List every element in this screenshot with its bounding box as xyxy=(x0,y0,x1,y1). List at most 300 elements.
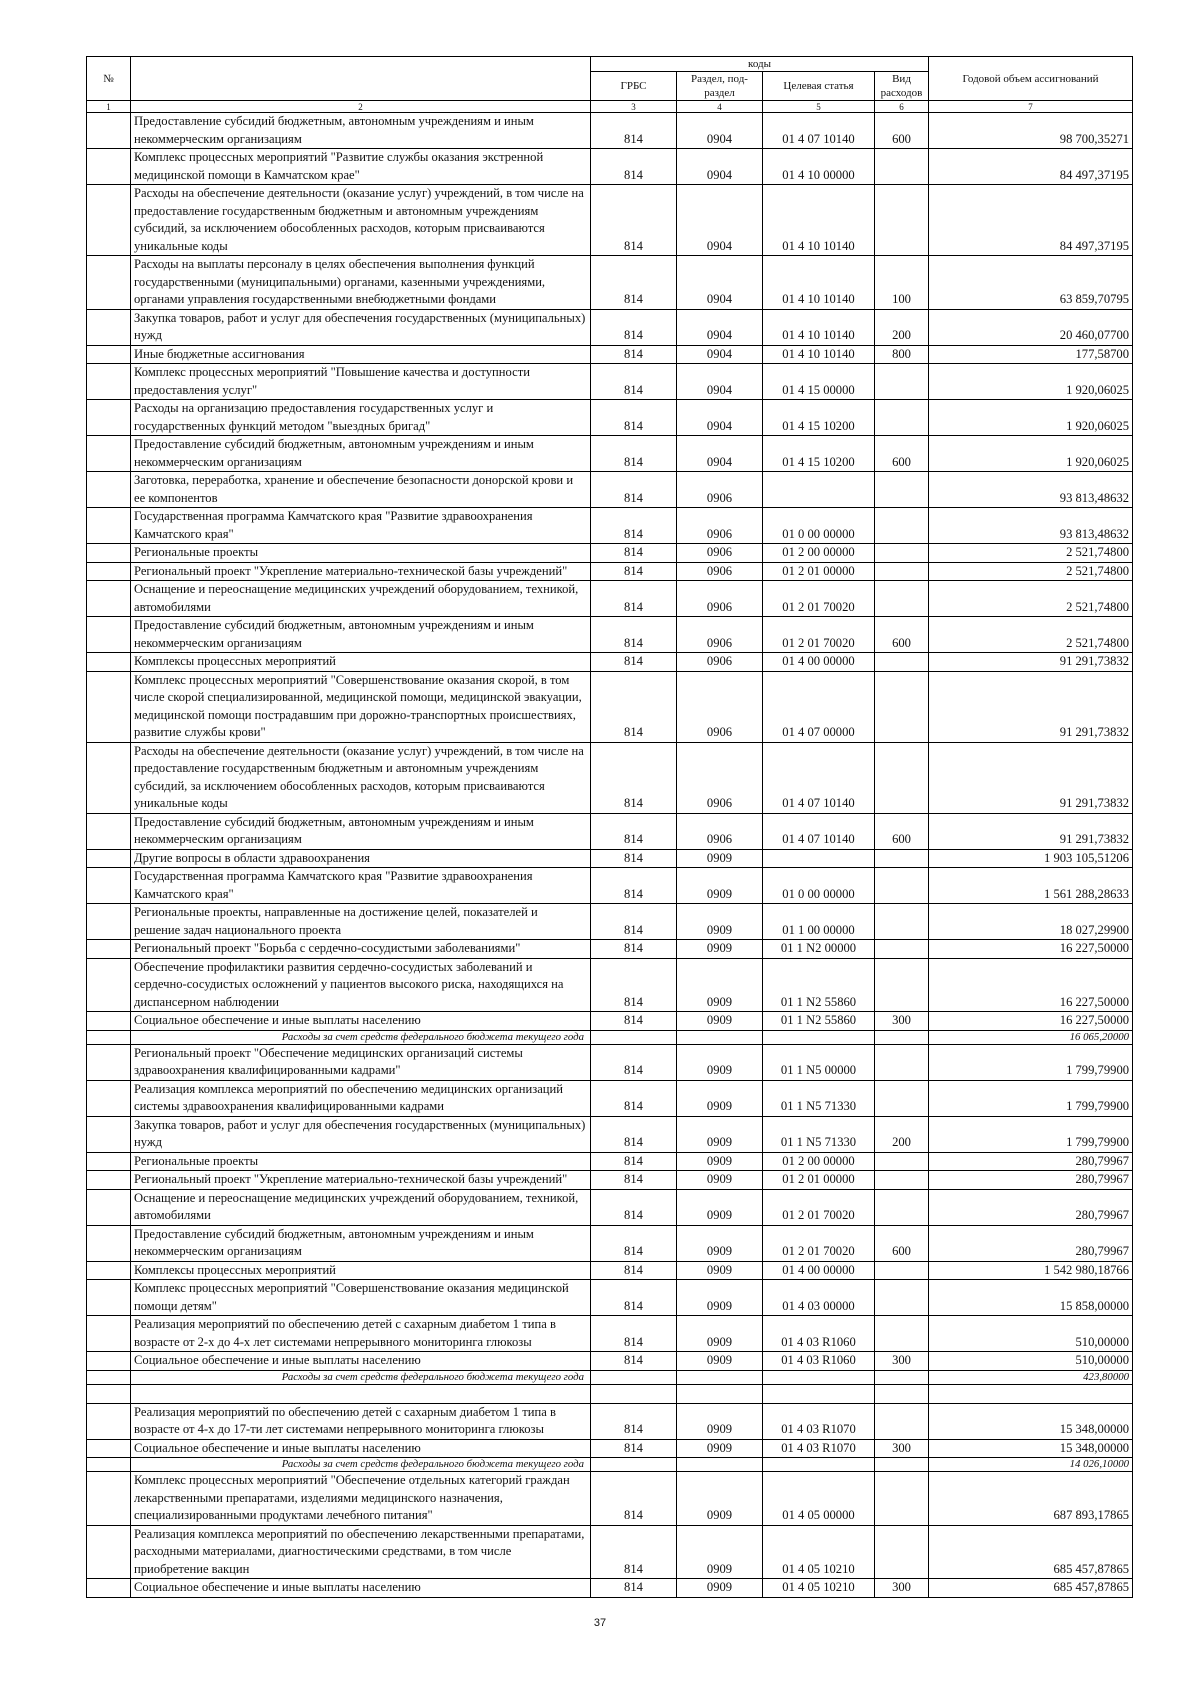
cell-target: 01 2 00 00000 xyxy=(763,544,875,563)
cell-number xyxy=(87,1225,131,1261)
cell-section: 0909 xyxy=(677,1525,763,1579)
cell-type xyxy=(875,849,929,868)
cell-amount: 1 903 105,51206 xyxy=(929,849,1133,868)
table-row xyxy=(87,472,1133,508)
cell-section: 0904 xyxy=(677,364,763,400)
cell-type: 800 xyxy=(875,345,929,364)
cell-section xyxy=(677,1370,763,1384)
cell-target: 01 2 01 70020 xyxy=(763,1225,875,1261)
cell-type xyxy=(875,1525,929,1579)
cell-target: 01 1 N5 00000 xyxy=(763,1044,875,1080)
table-row xyxy=(87,1189,1133,1225)
cell-name: Комплекс процессных мероприятий "Развитие службы оказания экстренной медицинской помощи в Камчатском крае" xyxy=(131,149,591,185)
table-row xyxy=(87,849,1133,868)
cell-grbs: 814 xyxy=(591,1439,677,1458)
cell-grbs xyxy=(591,1384,677,1403)
col-grbs-header: ГРБС xyxy=(591,72,677,101)
cell-amount: 1 542 980,18766 xyxy=(929,1261,1133,1280)
col-number-header: № xyxy=(87,57,131,101)
cell-target: 01 2 01 70020 xyxy=(763,581,875,617)
cell-grbs: 814 xyxy=(591,1525,677,1579)
cell-type xyxy=(875,1171,929,1190)
cell-amount: 1 561 288,28633 xyxy=(929,868,1133,904)
cell-target xyxy=(763,1458,875,1472)
cell-section: 0909 xyxy=(677,1261,763,1280)
cell-section: 0906 xyxy=(677,508,763,544)
cell-type xyxy=(875,364,929,400)
cell-name: Оснащение и переоснащение медицинских учреждений оборудованием, техникой, автомобилями xyxy=(131,1189,591,1225)
cell-type xyxy=(875,1458,929,1472)
cell-amount: 91 291,73832 xyxy=(929,653,1133,672)
table-row xyxy=(87,940,1133,959)
table-row xyxy=(87,958,1133,1012)
cell-type: 600 xyxy=(875,113,929,149)
table-row xyxy=(87,1080,1133,1116)
cell-amount: 91 291,73832 xyxy=(929,813,1133,849)
cell-target: 01 4 15 00000 xyxy=(763,364,875,400)
cell-type: 300 xyxy=(875,1579,929,1598)
cell-type xyxy=(875,581,929,617)
cell-grbs: 814 xyxy=(591,256,677,310)
cell-number xyxy=(87,1525,131,1579)
cell-type xyxy=(875,1030,929,1044)
cell-section: 0909 xyxy=(677,1116,763,1152)
cell-type xyxy=(875,1044,929,1080)
cell-section: 0906 xyxy=(677,742,763,813)
cell-name: Комплекс процессных мероприятий "Обеспечение отдельных категорий граждан лекарственными препаратами, изделиями медицинского назначения, специализированными продуктами лечебного питания" xyxy=(131,1472,591,1526)
cell-grbs: 814 xyxy=(591,400,677,436)
cell-type xyxy=(875,671,929,742)
cell-amount: 685 457,87865 xyxy=(929,1525,1133,1579)
cell-section: 0904 xyxy=(677,436,763,472)
cell-type xyxy=(875,904,929,940)
cell-name: Реализация мероприятий по обеспечению детей с сахарным диабетом 1 типа в возрасте от 2-х до 4-х лет системами непрерывного мониторинга глюкозы xyxy=(131,1316,591,1352)
table-row xyxy=(87,256,1133,310)
table-row xyxy=(87,1171,1133,1190)
cell-grbs: 814 xyxy=(591,1152,677,1171)
col-type-header: Вид расходов xyxy=(875,72,929,101)
cell-number xyxy=(87,1261,131,1280)
cell-name: Социальное обеспечение и иные выплаты населению xyxy=(131,1012,591,1031)
cell-section: 0906 xyxy=(677,653,763,672)
cell-section: 0906 xyxy=(677,472,763,508)
cell-amount: 84 497,37195 xyxy=(929,149,1133,185)
cell-grbs: 814 xyxy=(591,113,677,149)
cell-type xyxy=(875,1189,929,1225)
cell-number xyxy=(87,813,131,849)
cell-target: 01 4 10 10140 xyxy=(763,345,875,364)
cell-name: Предоставление субсидий бюджетным, автономным учреждениям и иным некоммерческим организациям xyxy=(131,813,591,849)
cell-name: Социальное обеспечение и иные выплаты населению xyxy=(131,1439,591,1458)
cell-type xyxy=(875,958,929,1012)
federal-share-row xyxy=(87,1458,1133,1472)
cell-amount: 1 920,06025 xyxy=(929,436,1133,472)
table-row xyxy=(87,1225,1133,1261)
cell-target: 01 4 10 00000 xyxy=(763,149,875,185)
table-row xyxy=(87,1579,1133,1598)
cell-number xyxy=(87,1370,131,1384)
col-index-2: 2 xyxy=(131,101,591,113)
cell-target xyxy=(763,1370,875,1384)
cell-section: 0909 xyxy=(677,1280,763,1316)
cell-number xyxy=(87,1352,131,1371)
cell-type xyxy=(875,1370,929,1384)
cell-grbs: 814 xyxy=(591,958,677,1012)
cell-type: 200 xyxy=(875,1116,929,1152)
cell-amount: 14 026,10000 xyxy=(929,1458,1133,1472)
cell-section: 0906 xyxy=(677,617,763,653)
cell-number xyxy=(87,1579,131,1598)
cell-number xyxy=(87,617,131,653)
cell-number xyxy=(87,256,131,310)
cell-amount: 687 893,17865 xyxy=(929,1472,1133,1526)
cell-grbs xyxy=(591,1030,677,1044)
cell-grbs: 814 xyxy=(591,813,677,849)
cell-target: 01 4 15 10200 xyxy=(763,436,875,472)
cell-type: 100 xyxy=(875,256,929,310)
cell-number xyxy=(87,1316,131,1352)
cell-number xyxy=(87,345,131,364)
cell-name: Реализация комплекса мероприятий по обеспечению лекарственными препаратами, расходными материалами, диагностическими средствами, в том числе приобретение вакцин xyxy=(131,1525,591,1579)
table-row xyxy=(87,1472,1133,1526)
cell-name: Социальное обеспечение и иные выплаты населению xyxy=(131,1352,591,1371)
cell-amount: 16 227,50000 xyxy=(929,1012,1133,1031)
cell-amount: 1 920,06025 xyxy=(929,364,1133,400)
cell-name: Расходы за счет средств федерального бюджета текущего года xyxy=(131,1370,591,1384)
cell-type xyxy=(875,1152,929,1171)
cell-amount: 2 521,74800 xyxy=(929,544,1133,563)
cell-number xyxy=(87,149,131,185)
cell-target: 01 4 07 10140 xyxy=(763,113,875,149)
cell-target: 01 4 10 10140 xyxy=(763,309,875,345)
table-row xyxy=(87,1116,1133,1152)
cell-grbs: 814 xyxy=(591,653,677,672)
col-index-5: 5 xyxy=(763,101,875,113)
cell-name: Другие вопросы в области здравоохранения xyxy=(131,849,591,868)
col-index-1: 1 xyxy=(87,101,131,113)
cell-number xyxy=(87,1116,131,1152)
table-row xyxy=(87,1280,1133,1316)
cell-amount: 2 521,74800 xyxy=(929,562,1133,581)
cell-target: 01 1 N2 00000 xyxy=(763,940,875,959)
cell-amount: 20 460,07700 xyxy=(929,309,1133,345)
cell-name: Расходы на обеспечение деятельности (оказание услуг) учреждений, в том числе на предоставление государственным бюджетным и автономным учреждениям субсидий, за исключением обособленных расходов, которым присваиваются уникальные коды xyxy=(131,742,591,813)
cell-section: 0906 xyxy=(677,813,763,849)
cell-number xyxy=(87,113,131,149)
cell-number xyxy=(87,1384,131,1403)
cell-section: 0904 xyxy=(677,400,763,436)
cell-type: 300 xyxy=(875,1352,929,1371)
table-row xyxy=(87,400,1133,436)
cell-number xyxy=(87,1030,131,1044)
cell-name: Расходы на организацию предоставления государственных услуг и государственных функций методом "выездных бригад" xyxy=(131,400,591,436)
cell-section: 0904 xyxy=(677,309,763,345)
cell-name: Региональные проекты xyxy=(131,544,591,563)
cell-type: 300 xyxy=(875,1439,929,1458)
table-row xyxy=(87,1012,1133,1031)
cell-number xyxy=(87,544,131,563)
cell-section: 0904 xyxy=(677,256,763,310)
table-row xyxy=(87,436,1133,472)
cell-target: 01 4 03 R1060 xyxy=(763,1352,875,1371)
cell-type: 600 xyxy=(875,617,929,653)
table-row xyxy=(87,1044,1133,1080)
cell-section: 0909 xyxy=(677,1225,763,1261)
cell-name: Обеспечение профилактики развития сердечно-сосудистых заболеваний и сердечно-сосудистых осложнений у пациентов высокого риска, находящихся на диспансерном наблюдении xyxy=(131,958,591,1012)
column-numbers-row xyxy=(87,101,1133,113)
cell-target: 01 4 07 10140 xyxy=(763,813,875,849)
table-row xyxy=(87,309,1133,345)
cell-section: 0909 xyxy=(677,904,763,940)
cell-type xyxy=(875,400,929,436)
table-row xyxy=(87,1152,1133,1171)
cell-amount: 510,00000 xyxy=(929,1352,1133,1371)
cell-grbs xyxy=(591,1458,677,1472)
cell-amount: 1 799,79900 xyxy=(929,1044,1133,1080)
cell-section: 0909 xyxy=(677,1579,763,1598)
cell-type xyxy=(875,1472,929,1526)
cell-number xyxy=(87,958,131,1012)
cell-amount: 16 065,20000 xyxy=(929,1030,1133,1044)
cell-target: 01 4 05 10210 xyxy=(763,1525,875,1579)
cell-type xyxy=(875,742,929,813)
cell-section: 0909 xyxy=(677,849,763,868)
cell-type: 600 xyxy=(875,813,929,849)
cell-type xyxy=(875,653,929,672)
cell-name: Комплексы процессных мероприятий xyxy=(131,653,591,672)
federal-share-row xyxy=(87,1030,1133,1044)
cell-section: 0906 xyxy=(677,581,763,617)
cell-section: 0909 xyxy=(677,1316,763,1352)
cell-number xyxy=(87,1080,131,1116)
cell-amount xyxy=(929,1384,1133,1403)
cell-number xyxy=(87,185,131,256)
cell-name: Заготовка, переработка, хранение и обеспечение безопасности донорской крови и ее компонентов xyxy=(131,472,591,508)
cell-number xyxy=(87,364,131,400)
cell-grbs: 814 xyxy=(591,1579,677,1598)
cell-name: Региональный проект "Укрепление материально-технической базы учреждений" xyxy=(131,1171,591,1190)
cell-type xyxy=(875,185,929,256)
cell-name: Социальное обеспечение и иные выплаты населению xyxy=(131,1579,591,1598)
cell-name: Иные бюджетные ассигнования xyxy=(131,345,591,364)
cell-name: Региональные проекты, направленные на достижение целей, показателей и решение задач национального проекта xyxy=(131,904,591,940)
table-row xyxy=(87,345,1133,364)
table-row xyxy=(87,113,1133,149)
cell-grbs: 814 xyxy=(591,472,677,508)
cell-amount: 15 858,00000 xyxy=(929,1280,1133,1316)
cell-grbs: 814 xyxy=(591,1280,677,1316)
cell-name: Региональные проекты xyxy=(131,1152,591,1171)
cell-name: Предоставление субсидий бюджетным, автономным учреждениям и иным некоммерческим организациям xyxy=(131,617,591,653)
table-row xyxy=(87,185,1133,256)
cell-name: Комплекс процессных мероприятий "Повышение качества и доступности предоставления услуг" xyxy=(131,364,591,400)
cell-name xyxy=(131,1384,591,1403)
cell-grbs: 814 xyxy=(591,671,677,742)
cell-target: 01 0 00 00000 xyxy=(763,868,875,904)
cell-name: Закупка товаров, работ и услуг для обеспечения государственных (муниципальных) нужд xyxy=(131,309,591,345)
cell-type xyxy=(875,544,929,563)
cell-type xyxy=(875,1280,929,1316)
col-name-header xyxy=(131,57,591,101)
cell-grbs: 814 xyxy=(591,1225,677,1261)
table-header xyxy=(87,57,1133,113)
table-row xyxy=(87,813,1133,849)
cell-grbs: 814 xyxy=(591,1171,677,1190)
cell-name: Оснащение и переоснащение медицинских учреждений оборудованием, техникой, автомобилями xyxy=(131,581,591,617)
cell-grbs: 814 xyxy=(591,309,677,345)
cell-amount: 280,79967 xyxy=(929,1225,1133,1261)
cell-target: 01 4 03 R1070 xyxy=(763,1439,875,1458)
col-section-header: Раздел, под-раздел xyxy=(677,72,763,101)
cell-number xyxy=(87,940,131,959)
cell-amount: 280,79967 xyxy=(929,1171,1133,1190)
cell-grbs: 814 xyxy=(591,1403,677,1439)
cell-target: 01 4 03 R1070 xyxy=(763,1403,875,1439)
cell-section: 0906 xyxy=(677,544,763,563)
table-row xyxy=(87,562,1133,581)
cell-amount: 98 700,35271 xyxy=(929,113,1133,149)
cell-type xyxy=(875,472,929,508)
cell-number xyxy=(87,400,131,436)
cell-target: 01 4 15 10200 xyxy=(763,400,875,436)
cell-grbs: 814 xyxy=(591,868,677,904)
col-amount-header: Годовой объем ассигнований xyxy=(929,57,1133,101)
cell-type: 300 xyxy=(875,1012,929,1031)
cell-section xyxy=(677,1030,763,1044)
cell-type xyxy=(875,940,929,959)
cell-amount: 1 799,79900 xyxy=(929,1116,1133,1152)
cell-name: Комплекс процессных мероприятий "Совершенствование оказания медицинской помощи детям" xyxy=(131,1280,591,1316)
cell-grbs: 814 xyxy=(591,508,677,544)
cell-target: 01 2 00 00000 xyxy=(763,1152,875,1171)
cell-amount: 93 813,48632 xyxy=(929,472,1133,508)
cell-amount: 1 799,79900 xyxy=(929,1080,1133,1116)
table-row xyxy=(87,581,1133,617)
cell-section: 0909 xyxy=(677,1044,763,1080)
cell-number xyxy=(87,309,131,345)
cell-amount: 423,80000 xyxy=(929,1370,1133,1384)
cell-grbs xyxy=(591,1370,677,1384)
cell-section xyxy=(677,1458,763,1472)
cell-grbs: 814 xyxy=(591,1012,677,1031)
cell-number xyxy=(87,1044,131,1080)
table-row xyxy=(87,868,1133,904)
cell-grbs: 814 xyxy=(591,742,677,813)
cell-section: 0906 xyxy=(677,562,763,581)
cell-target: 01 4 00 00000 xyxy=(763,1261,875,1280)
cell-grbs: 814 xyxy=(591,1189,677,1225)
col-index-7: 7 xyxy=(929,101,1133,113)
cell-amount: 15 348,00000 xyxy=(929,1403,1133,1439)
table-row xyxy=(87,1384,1133,1403)
cell-amount: 15 348,00000 xyxy=(929,1439,1133,1458)
cell-grbs: 814 xyxy=(591,436,677,472)
cell-grbs: 814 xyxy=(591,617,677,653)
cell-amount: 280,79967 xyxy=(929,1152,1133,1171)
cell-number xyxy=(87,904,131,940)
cell-target: 01 2 01 00000 xyxy=(763,562,875,581)
cell-amount: 91 291,73832 xyxy=(929,671,1133,742)
cell-target: 01 4 07 10140 xyxy=(763,742,875,813)
cell-number xyxy=(87,1472,131,1526)
cell-section: 0909 xyxy=(677,1352,763,1371)
cell-grbs: 814 xyxy=(591,562,677,581)
cell-grbs: 814 xyxy=(591,1472,677,1526)
cell-type xyxy=(875,149,929,185)
cell-target: 01 4 10 10140 xyxy=(763,256,875,310)
col-index-6: 6 xyxy=(875,101,929,113)
cell-section: 0909 xyxy=(677,1152,763,1171)
cell-section: 0904 xyxy=(677,113,763,149)
cell-number xyxy=(87,436,131,472)
cell-name: Реализация мероприятий по обеспечению детей с сахарным диабетом 1 типа в возрасте от 4-х до 17-ти лет системами непрерывного мониторинга глюкозы xyxy=(131,1403,591,1439)
cell-target: 01 4 05 00000 xyxy=(763,1472,875,1526)
cell-number xyxy=(87,1439,131,1458)
cell-type: 200 xyxy=(875,309,929,345)
cell-amount: 2 521,74800 xyxy=(929,617,1133,653)
cell-name: Расходы на выплаты персоналу в целях обеспечения выполнения функций государственными (муниципальными) органами, казенными учреждениями, органами управления государственными внебюджетными фондами xyxy=(131,256,591,310)
cell-type: 600 xyxy=(875,436,929,472)
cell-name: Комплекс процессных мероприятий "Совершенствование оказания скорой, в том числе скорой специализированной, медицинской помощи, медицинской эвакуации, медицинской помощи пострадавшим при дорожно-транспортных происшествиях, развитие службы крови" xyxy=(131,671,591,742)
cell-target xyxy=(763,1384,875,1403)
cell-section: 0909 xyxy=(677,868,763,904)
cell-type xyxy=(875,1080,929,1116)
table-row xyxy=(87,904,1133,940)
cell-section: 0904 xyxy=(677,149,763,185)
cell-number xyxy=(87,1152,131,1171)
col-index-4: 4 xyxy=(677,101,763,113)
table-row xyxy=(87,1261,1133,1280)
cell-name: Комплексы процессных мероприятий xyxy=(131,1261,591,1280)
cell-section: 0909 xyxy=(677,958,763,1012)
cell-grbs: 814 xyxy=(591,849,677,868)
table-body xyxy=(87,113,1133,1598)
cell-grbs: 814 xyxy=(591,544,677,563)
cell-amount: 510,00000 xyxy=(929,1316,1133,1352)
cell-type: 600 xyxy=(875,1225,929,1261)
cell-grbs: 814 xyxy=(591,364,677,400)
cell-target: 01 4 05 10210 xyxy=(763,1579,875,1598)
codes-header: коды xyxy=(591,57,929,72)
cell-number xyxy=(87,1280,131,1316)
cell-target: 01 2 01 70020 xyxy=(763,1189,875,1225)
cell-amount: 16 227,50000 xyxy=(929,940,1133,959)
cell-name: Предоставление субсидий бюджетным, автономным учреждениям и иным некоммерческим организациям xyxy=(131,1225,591,1261)
cell-target: 01 2 01 70020 xyxy=(763,617,875,653)
cell-type xyxy=(875,508,929,544)
cell-amount: 93 813,48632 xyxy=(929,508,1133,544)
cell-section: 0909 xyxy=(677,940,763,959)
cell-target: 01 1 N5 71330 xyxy=(763,1080,875,1116)
cell-target: 01 4 03 R1060 xyxy=(763,1316,875,1352)
cell-amount: 16 227,50000 xyxy=(929,958,1133,1012)
cell-name: Расходы на обеспечение деятельности (оказание услуг) учреждений, в том числе на предоставление государственным бюджетным и автономным учреждениям субсидий, за исключением обособленных расходов, которым присваиваются уникальные коды xyxy=(131,185,591,256)
cell-target: 01 1 00 00000 xyxy=(763,904,875,940)
cell-section: 0909 xyxy=(677,1189,763,1225)
cell-name: Расходы за счет средств федерального бюджета текущего года xyxy=(131,1458,591,1472)
cell-target: 01 4 00 00000 xyxy=(763,653,875,672)
cell-number xyxy=(87,508,131,544)
cell-name: Реализация комплекса мероприятий по обеспечению медицинских организаций системы здравоохранения квалифицированными кадрами xyxy=(131,1080,591,1116)
cell-number xyxy=(87,1012,131,1031)
page-number: 37 xyxy=(593,1617,607,1629)
cell-section: 0904 xyxy=(677,185,763,256)
table-row xyxy=(87,671,1133,742)
table-row xyxy=(87,1316,1133,1352)
cell-grbs: 814 xyxy=(591,1080,677,1116)
cell-amount: 91 291,73832 xyxy=(929,742,1133,813)
cell-section: 0906 xyxy=(677,671,763,742)
